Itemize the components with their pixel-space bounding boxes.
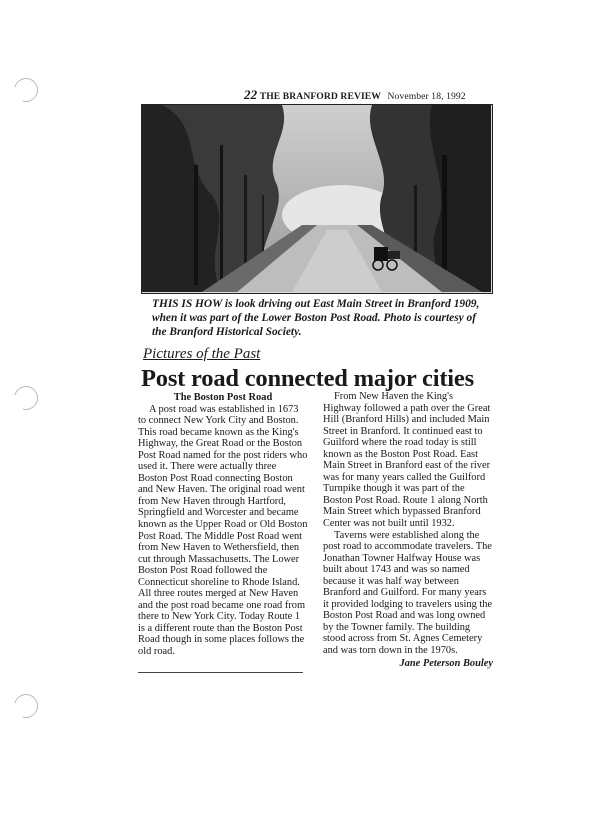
article-paragraph: From New Haven the King's Highway followed a path over the Great Hill (Branford Hills) and included Main Street in Branford. It continued east to Guilford where the road today is still known as the Boston Post Road. East Main Street in Branford east of the river was for many years called the Guilford Turnpike though it was part of the Boston Post Road. Route 1 along North Main Street which bypassed Branford Center was not built until 1932. [323,391,491,530]
masthead [244,87,504,103]
article-paragraph: A post road was established in 1673 to connect New York City and Boston. This road became known as the King's Highway, the Great Road or the Boston Post Road named for the post riders who used it. There were actually three Boston Post Road connecting Boston and New Haven. The original road went from New Haven through Hartford, Springfield and Worcester and became known as the Upper Road or Old Boston Post Road. The Middle Post Road went from New Haven to Wethersfield, then cut through Massachusetts. The Lower Boston Post Road followed the Connecticut shoreline to Rhode Island. All three routes merged at New Haven and the post road became one road from there to New York City. Today Route 1 is a different route than the Boston Post Road though in some places follows the old road. [138,403,308,658]
photo-country-road-icon [142,105,491,292]
article-paragraph: Taverns were established along the post road to accommodate travelers. The Jonathan Towner Halfway House was built about 1743 and was so named because it was half way between Branford and Guilford. For many years it provided lodging to travelers using the Boston Post Road and was long owned by the Towner family. The building stood across from St. Agnes Cemetery and was torn down in the 1970s. [323,529,493,657]
series-title: Pictures of the Past [143,346,261,362]
binder-hole-middle [10,382,43,415]
binder-hole-top [10,74,43,107]
paper-name: THE BRANFORD REVIEW [259,91,382,102]
issue-date: November 18, 1992 [387,91,466,102]
page-number: 22 [244,87,258,102]
headline: Post road connected major cities [141,365,474,392]
column-end-rule [138,672,303,673]
article-column-left [138,392,308,658]
article-subhead: The Boston Post Road [173,392,273,403]
article-column-right [323,391,493,669]
binder-hole-bottom [10,690,43,723]
historic-photo [141,104,493,294]
photo-caption: THIS IS HOW is look driving out East Main Street in Branford 1909, when it was part of the Lower Boston Post Road. Photo is courtesy of the Branford Historical Society. [152,298,480,338]
author-byline: Jane Peterson Bouley [399,657,493,669]
